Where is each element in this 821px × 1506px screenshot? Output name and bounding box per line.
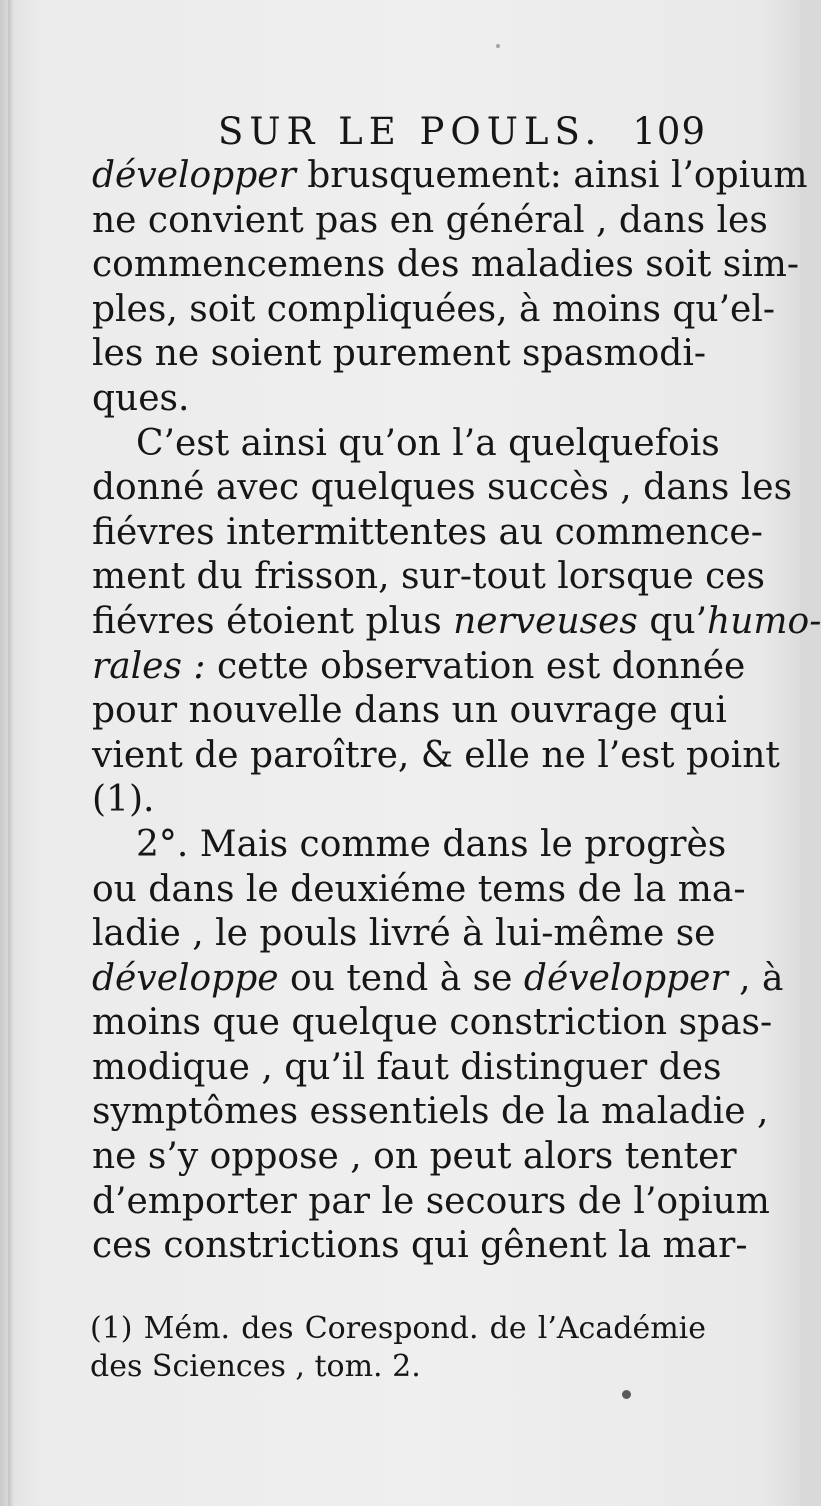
text-segment: ou dans le deuxiéme tems de la ma- — [92, 868, 746, 910]
text-line — [92, 377, 706, 422]
text-segment: modique , qu’il faut distinguer des — [92, 1046, 722, 1088]
text-segment: brusquement: ainsi l’opium — [295, 155, 808, 196]
footnote-line: des Sciences , tom. 2. — [90, 1349, 421, 1384]
text-segment: fiévres intermittentes au commence- — [92, 511, 763, 553]
text-line — [92, 689, 727, 734]
text-segment: les ne soient purement spasmodi- — [92, 333, 707, 375]
text-line — [92, 1135, 737, 1180]
italic-segment: développer — [523, 957, 728, 999]
running-title: SUR LE POULS. — [218, 110, 603, 153]
text-segment: symptômes essentiels de la maladie , — [92, 1091, 769, 1133]
italic-segment: développer — [92, 155, 296, 196]
text-segment: , à — [727, 957, 784, 999]
italic-segment: humo- — [707, 600, 821, 642]
italic-segment: nerveuses — [453, 600, 638, 642]
body-text — [92, 154, 821, 1269]
text-line — [92, 511, 763, 556]
text-line — [92, 422, 720, 467]
text-segment: ne convient pas en général , dans les — [92, 199, 768, 241]
text-line — [92, 1224, 748, 1269]
text-line — [92, 1090, 769, 1135]
text-line — [92, 154, 808, 199]
page-gutter-shadow — [8, 0, 14, 1506]
footnote — [90, 1310, 706, 1386]
text-segment: vient de paroître, & elle ne l’est point — [92, 734, 780, 776]
text-line — [92, 199, 768, 244]
text-line — [92, 957, 784, 1002]
text-segment: ples, soit compliquées, à moins qu’el- — [92, 288, 776, 330]
italic-segment: rales : — [92, 645, 206, 687]
text-line — [92, 645, 746, 690]
text-segment: commencemens des maladies soit sim- — [92, 244, 800, 286]
text-segment: pour nouvelle dans un ouvrage qui — [92, 690, 727, 732]
text-line — [92, 1001, 773, 1046]
ink-speck — [622, 1390, 631, 1399]
text-line — [92, 288, 776, 333]
text-segment: 2°. Mais comme dans le progrès — [136, 823, 727, 865]
text-line — [92, 823, 727, 868]
text-segment: moins que quelque constriction spas- — [92, 1002, 773, 1044]
page-number: 109 — [632, 110, 706, 153]
text-segment: (1). — [92, 779, 155, 821]
page-header — [96, 108, 706, 158]
text-line — [92, 466, 793, 511]
text-segment: qu’ — [637, 600, 708, 642]
ink-speck — [496, 44, 500, 48]
text-line — [92, 600, 821, 645]
text-segment: fiévres étoient plus — [92, 600, 454, 642]
text-segment: d’emporter par le secours de l’opium — [92, 1180, 770, 1222]
text-line — [92, 555, 766, 600]
italic-segment: développe — [92, 957, 279, 999]
text-segment: ladie , le pouls livré à lui-même se — [92, 913, 716, 955]
text-line — [92, 868, 746, 913]
text-line — [92, 778, 706, 823]
text-segment: ment du frisson, sur-tout lorsque ces — [92, 556, 766, 598]
text-segment: ne s’y oppose , on peut alors tenter — [92, 1136, 737, 1178]
text-segment: C’est ainsi qu’on l’a quelquefois — [136, 422, 720, 464]
text-line — [92, 1180, 770, 1225]
footnote-line: (1) Mém. des Corespond. de l’Académie — [90, 1311, 706, 1346]
text-line — [92, 243, 800, 288]
text-segment: ques. — [92, 377, 190, 419]
text-line — [92, 332, 706, 377]
text-line — [92, 912, 716, 957]
text-line — [92, 734, 780, 779]
text-segment: cette observation est donnée — [205, 645, 746, 687]
text-segment: ou tend à se — [278, 957, 524, 999]
text-segment: ces constrictions qui gênent la mar- — [92, 1225, 748, 1267]
text-segment: donné avec quelques succès , dans les — [92, 467, 793, 509]
text-line — [92, 1046, 722, 1091]
